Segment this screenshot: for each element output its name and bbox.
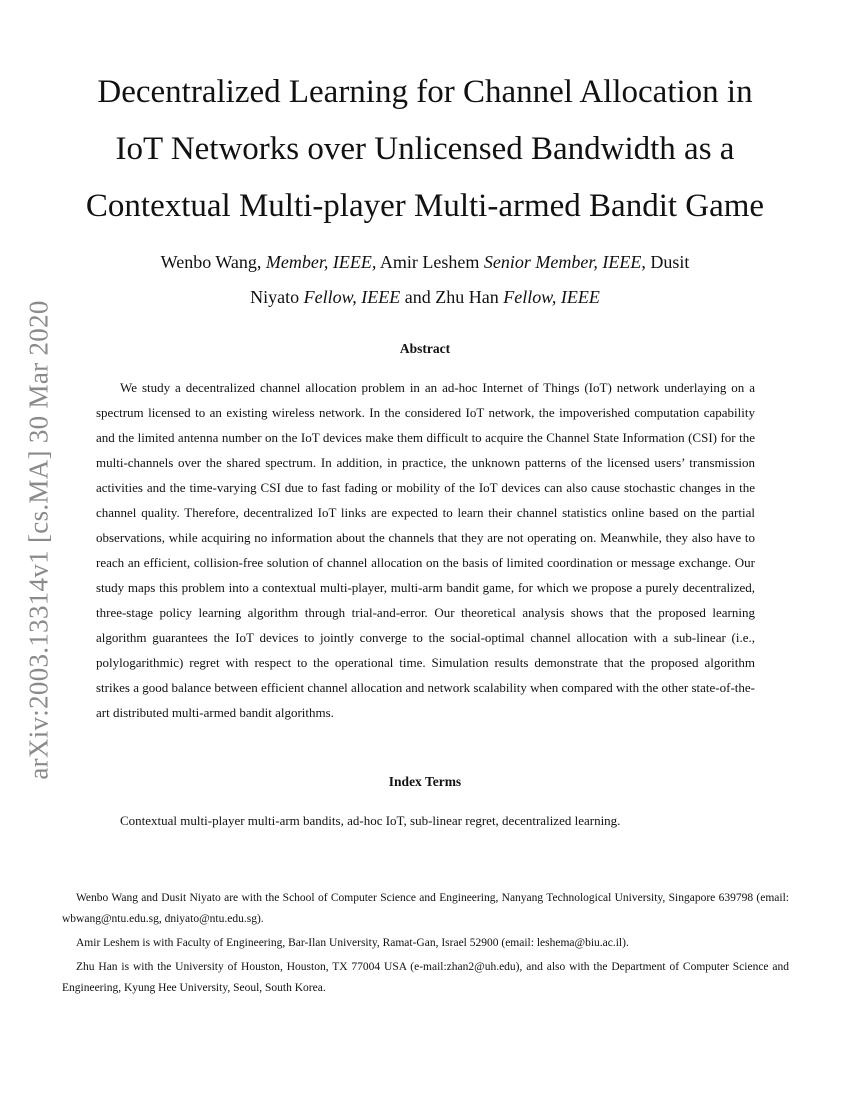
- arxiv-identifier-stamp: arXiv:2003.13314v1 [cs.MA] 30 Mar 2020: [23, 300, 54, 780]
- author-line-2: [80, 280, 770, 315]
- footnote-leshem: Amir Leshem is with Faculty of Engineering, Bar-Ilan University, Ramat-Gan, Israel 52900 (email: leshema@biu.ac.il).: [76, 937, 629, 949]
- author-zhu-han: and Zhu Han: [400, 287, 504, 307]
- affiliation-footnotes: [62, 888, 789, 1002]
- author-dusit-niyato-role: Fellow, IEEE: [303, 287, 401, 307]
- index-terms-heading: Index Terms: [388, 774, 462, 789]
- author-wenbo-wang: Wenbo Wang,: [160, 252, 266, 272]
- title-line-3: Contextual Multi-player Multi-armed Bandit Game: [85, 188, 765, 224]
- author-dusit-first: , Dusit: [641, 252, 690, 272]
- abstract-heading: Abstract: [399, 341, 451, 356]
- author-amir-leshem: Amir Leshem: [376, 252, 484, 272]
- author-list: [80, 245, 770, 315]
- author-zhu-han-role: Fellow, IEEE: [503, 287, 600, 307]
- footnote-han: Zhu Han is with the University of Houston, Houston, TX 77004 USA (e-mail:zhan2@uh.edu), and also with the Department of Computer Science and Engineering, Kyung Hee University, Seoul, South Korea.: [62, 961, 789, 994]
- author-wenbo-wang-role: Member, IEEE,: [265, 252, 377, 272]
- index-terms-text: Contextual multi-player multi-arm bandits, ad-hoc IoT, sub-linear regret, decentralized learning.: [120, 813, 621, 828]
- footnote-wang-niyato: Wenbo Wang and Dusit Niyato are with the School of Computer Science and Engineering, Nanyang Technological University, Singapore 639798 (email: wbwang@ntu.edu.sg, dniyato@ntu.edu.sg).: [62, 892, 789, 925]
- abstract-text: We study a decentralized channel allocation problem in an ad-hoc Internet of Things (IoT) network underlaying on a spectrum licensed to an existing wireless network. In the considered IoT network, the impoverished computation capability and the limited antenna number on the IoT devices make them difficult to acquire the Channel State Information (CSI) for the multi-channels over the shared spectrum. In addition, in practice, the unknown patterns of the licensed users’ transmission activities and the time-varying CSI due to fast fading or mobility of the IoT devices can also cause stochastic changes in the channel quality. Therefore, decentralized IoT links are expected to learn their channel statistics online based on the partial observations, while acquiring no information about the channels that they are not operating on. Meanwhile, they also have to reach an efficient, collision-free solution of channel allocation on the basis of limited coordination or message exchange. Our study maps this problem into a contextual multi-player, multi-arm bandit game, for which we propose a purely decentralized, three-stage policy learning algorithm through trial-and-error. Our theoretical analysis shows that the proposed learning algorithm guarantees the IoT devices to jointly converge to the social-optimal channel allocation with a sub-linear (i.e., polylogarithmic) regret with respect to the operational time. Simulation results demonstrate that the proposed algorithm strikes a good balance between efficient channel allocation and network scalability when compared with the other state-of-the-art distributed multi-armed bandit algorithms.: [96, 380, 755, 720]
- author-line-1: [80, 245, 770, 280]
- author-dusit-niyato: Niyato: [250, 287, 304, 307]
- author-amir-leshem-role: Senior Member, IEEE: [483, 252, 642, 272]
- abstract-body: [96, 375, 755, 725]
- title-line-2: IoT Networks over Unlicensed Bandwidth as a: [115, 131, 735, 167]
- title-line-1: Decentralized Learning for Channel Allocation in: [97, 74, 753, 110]
- paper-title: [40, 64, 810, 235]
